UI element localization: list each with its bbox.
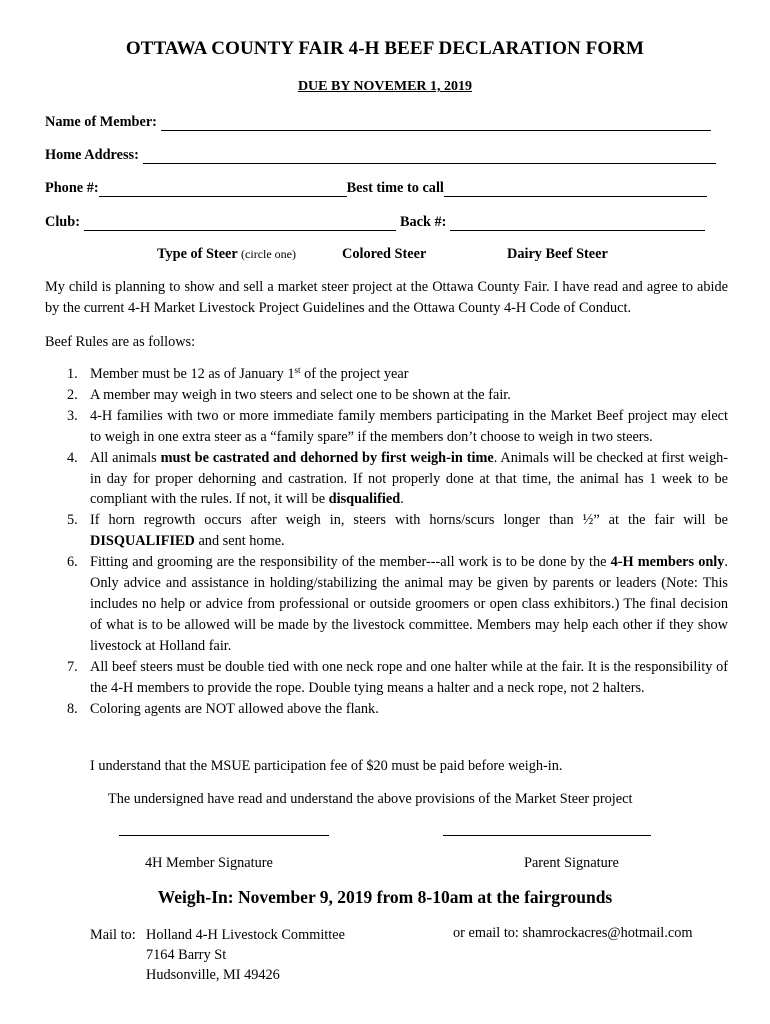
intro-paragraph: My child is planning to show and sell a market steer project at the Ottawa County Fair. I have read and agree to abide by the current 4-H Market Livestock Project Guidelines and the Ottawa County 4-H Code of Conduct. bbox=[45, 279, 728, 316]
address-label: Home Address: bbox=[45, 147, 139, 163]
phone-row bbox=[45, 179, 707, 197]
rule-item: 7. All beef steers must be double tied with one neck rope and one halter while at the fair. It is the responsibility of the 4-H members to provide the rope. Double tying means a halter and a neck rope, not 2 halters. bbox=[67, 658, 728, 696]
rule-item: 1. Member must be 12 as of January 1st of the project year bbox=[67, 365, 409, 382]
mail-address bbox=[146, 925, 345, 985]
phone-label: Phone #: bbox=[45, 180, 99, 196]
steer-type-hint: (circle one) bbox=[241, 247, 297, 261]
club-label: Club: bbox=[45, 214, 80, 230]
address-field[interactable] bbox=[143, 149, 716, 164]
mail-line-1: Holland 4-H Livestock Committee bbox=[146, 927, 345, 943]
club-field[interactable] bbox=[84, 216, 396, 231]
member-signature-line[interactable] bbox=[119, 834, 329, 836]
rule-item: 3. 4-H families with two or more immediate family members participating in the Market Beef project may elect to weigh in one extra steer as a “family spare” if the members don’t choose to weigh in two steers. bbox=[67, 407, 728, 445]
colored-steer-option[interactable]: Colored Steer bbox=[342, 246, 427, 262]
member-signature-label: 4H Member Signature bbox=[145, 855, 273, 871]
dairy-beef-steer-option[interactable]: Dairy Beef Steer bbox=[507, 246, 608, 262]
rule-item: 6. Fitting and grooming are the responsibility of the member---all work is to be done by the 4-H members only. Only advice and assistance in holding/stabilizing the animal may be given by parents or leaders (Note: This includes no help or advice from professional or outside groomers or open class exhibitors.) The final decision of what is to be allowed will be made by the livestock committee. Members may help each other if they show livestock at Holland fair. bbox=[67, 554, 728, 654]
email-contact: or email to: shamrockacres@hotmail.com bbox=[453, 925, 693, 941]
back-number-field[interactable] bbox=[450, 216, 705, 231]
best-time-field[interactable] bbox=[444, 182, 707, 197]
form-title: OTTAWA COUNTY FAIR 4-H BEEF DECLARATION FORM bbox=[125, 38, 645, 59]
rules-list bbox=[45, 364, 728, 719]
club-row bbox=[45, 213, 705, 231]
mail-line-2: 7164 Barry St bbox=[146, 947, 227, 963]
rule-item: 4. All animals must be castrated and dehorned by first weigh-in time. Animals will be checked at first weigh-in day for proper dehorning and castration. If not properly done at that time, the animal has 1 week to be compliant with the rules. If not, it will be disqualified. bbox=[67, 449, 728, 508]
rule-item: 2. A member may weigh in two steers and select one to be shown at the fair. bbox=[67, 386, 511, 403]
phone-field[interactable] bbox=[99, 182, 347, 197]
parent-signature-line[interactable] bbox=[443, 834, 651, 836]
fee-note: I understand that the MSUE participation fee of $20 must be paid before weigh-in. bbox=[90, 758, 563, 774]
name-label: Name of Member: bbox=[45, 114, 157, 130]
undersigned-statement: The undersigned have read and understand the above provisions of the Market Steer project bbox=[108, 791, 633, 807]
parent-signature-label: Parent Signature bbox=[524, 855, 619, 871]
name-field[interactable] bbox=[161, 116, 711, 131]
mail-line-3: Hudsonville, MI 49426 bbox=[146, 967, 280, 983]
rules-heading: Beef Rules are as follows: bbox=[45, 334, 196, 350]
name-row bbox=[45, 113, 711, 131]
weigh-in-info: Weigh-In: November 9, 2019 from 8-10am at the fairgrounds bbox=[157, 887, 613, 907]
rule-item: 8. Coloring agents are NOT allowed above the flank. bbox=[67, 700, 379, 717]
steer-type-label-group bbox=[157, 246, 296, 263]
mail-block bbox=[90, 925, 345, 983]
best-time-label: Best time to call bbox=[346, 180, 444, 196]
steer-type-label: Type of Steer bbox=[157, 246, 238, 262]
address-row bbox=[45, 146, 716, 164]
back-label: Back #: bbox=[399, 214, 447, 230]
due-date: DUE BY NOVEMER 1, 2019 bbox=[297, 79, 473, 94]
rule-item: 5. If horn regrowth occurs after weigh in, steers with horns/scurs longer than ½” at the fair will be DISQUALIFIED and sent home. bbox=[67, 512, 728, 550]
mail-label: Mail to: bbox=[90, 927, 136, 943]
